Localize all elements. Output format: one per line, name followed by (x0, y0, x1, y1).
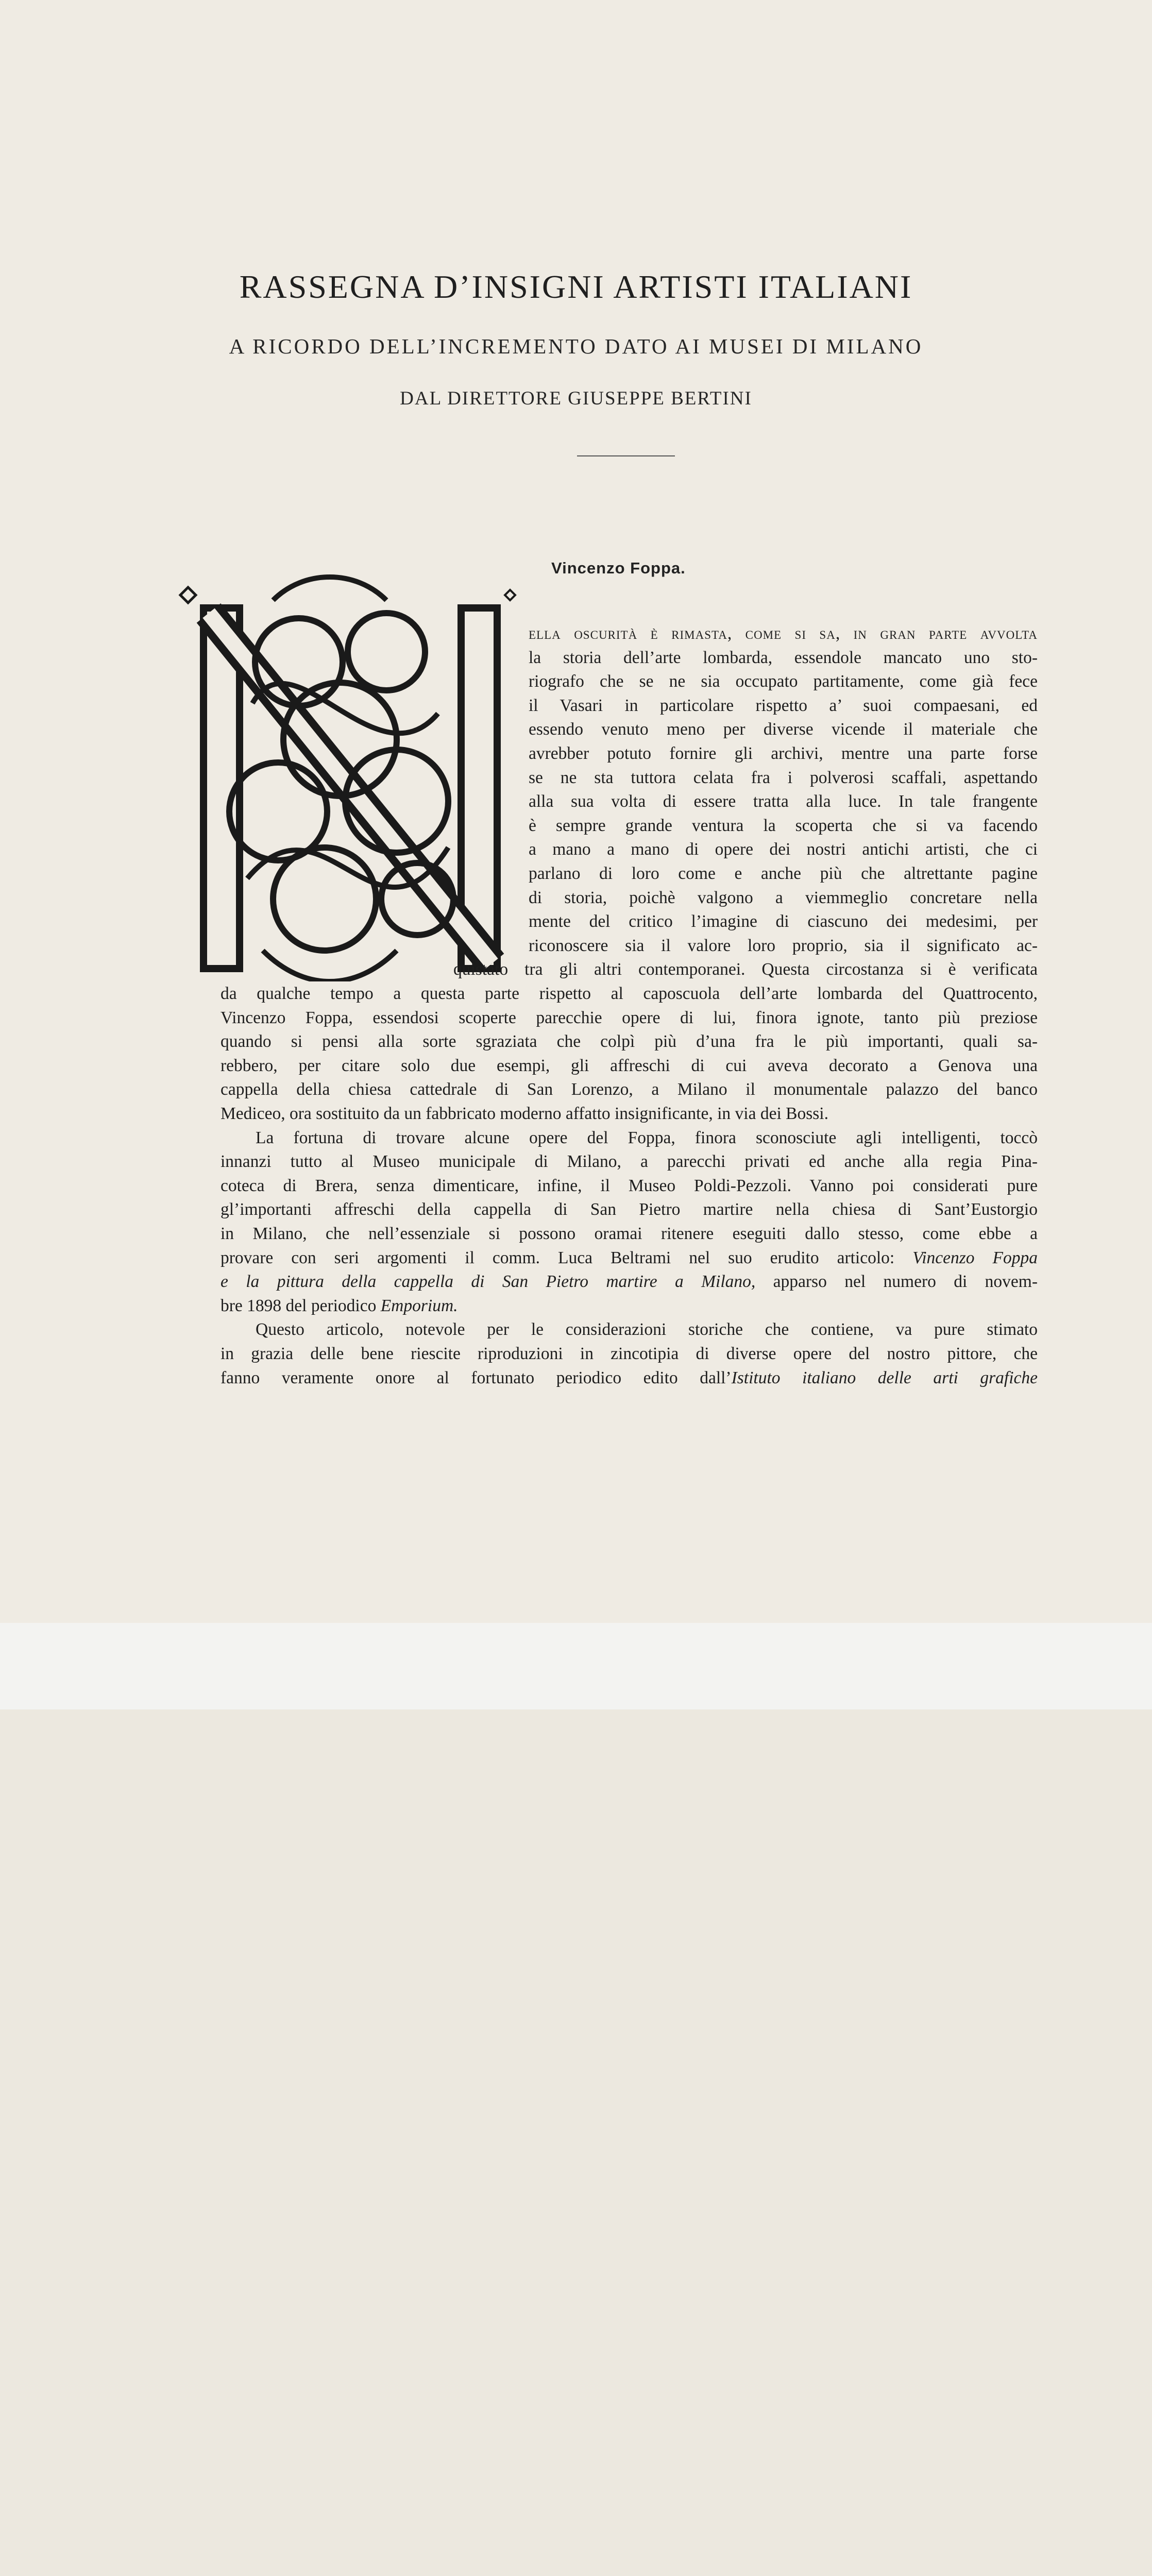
section-title: Vincenzo Foppa. (551, 559, 686, 577)
divider-rule (577, 455, 675, 456)
text-line: riografo che se ne sia occupato partitamente, come già fece (529, 672, 1038, 691)
text-line: rebbero, per citare solo due esempi, gli affreschi di cui aveva decorato a Genova una (221, 1056, 1038, 1075)
text-line: quando si pensi alla sorte sgraziata che colpì più d’una fra le più importanti, quali sa- (221, 1032, 1038, 1052)
text-line: se ne sta tuttora celata fra i polverosi scaffali, aspettando (529, 768, 1038, 787)
text-line: da qualche tempo a questa parte rispetto al caposcuola dell’arte lombarda del Quattrocento, (221, 984, 1038, 1003)
article-series-title: RASSEGNA D’INSIGNI ARTISTI ITALIANI (239, 268, 913, 305)
text-line: ella oscurità è rimasta, come si sa, in gran parte avvolta (529, 624, 1038, 643)
text-line: bre 1898 del periodico Emporium. (221, 1296, 458, 1315)
text-line: è sempre grande ventura la scoperta che si va facendo (529, 816, 1038, 835)
text-line: a mano a mano di opere dei nostri antichi artisti, che ci (529, 840, 1038, 859)
text-line: la storia dell’arte lombarda, essendole mancato uno sto- (529, 648, 1038, 667)
text-line: alla sua volta di essere tratta alla luce. In tale frangente (529, 792, 1038, 811)
text-under-initial (453, 958, 1038, 982)
text-line: Questo articolo, notevole per le considerazioni storiche che contiene, va pure stimato (256, 1320, 1038, 1340)
decorated-initial-n (170, 569, 531, 981)
body-text (221, 982, 1038, 1390)
text-line: e la pittura della cappella di San Pietro martire a Milano, apparso nel numero di novem- (221, 1272, 1038, 1292)
text-line: in grazia delle bene riescite riproduzioni in zincotipia di diverse opere del nostro pittore, che (221, 1344, 1038, 1363)
text-line: avrebber potuto fornire gli archivi, mentre una parte forse (529, 743, 1038, 763)
text-line: Mediceo, ora sostituito da un fabbricato moderno affatto insignificante, in via dei Bossi. (221, 1104, 828, 1123)
text-line: parlano di loro come e anche più che altrettante pagine (529, 863, 1038, 883)
digitization-footer (0, 1623, 1152, 1709)
text-line: innanzi tutto al Museo municipale di Milano, a parecchi privati ed anche alla regia Pina- (221, 1152, 1038, 1172)
text-line: gl’importanti affreschi della cappella di San Pietro martire nella chiesa di Sant’Eustorgio (221, 1200, 1038, 1219)
text-line: il Vasari in particolare rispetto a’ suoi compaesani, ed (529, 696, 1038, 715)
article-subtitle: A RICORDO DELL’INCREMENTO DATO AI MUSEI DI MILANO (229, 334, 923, 358)
text-line: cappella della chiesa cattedrale di San Lorenzo, a Milano il monumentale palazzo del banco (221, 1080, 1038, 1099)
text-line: coteca di Brera, senza dimenticare, infine, il Museo Poldi-Pezzoli. Vanno poi considerati pure (221, 1176, 1038, 1195)
text-line: quistato tra gli altri contemporanei. Questa circostanza si è verificata (453, 960, 1038, 979)
article-byline: DAL DIRETTORE GIUSEPPE BERTINI (400, 388, 752, 409)
text-line: in Milano, che nell’essenziale si possono oramai ritenere eseguiti dallo stesso, come ebbe a (221, 1224, 1038, 1243)
text-line: La fortuna di trovare alcune opere del Foppa, finora sconosciute agli intelligenti, toccò (256, 1128, 1038, 1147)
text-line: riconoscere sia il valore loro proprio, sia il significato ac- (529, 936, 1038, 955)
text-line: essendo venuto meno per diverse vicende il materiale che (529, 720, 1038, 739)
text-line: mente del critico l’imagine di ciascuno dei medesimi, per (529, 912, 1038, 931)
text-line: provare con seri argomenti il comm. Luca Beltrami nel suo erudito articolo: Vincenzo Foppa (221, 1248, 1038, 1267)
text-line: fanno veramente onore al fortunato periodico edito dall’Istituto italiano delle arti grafiche (221, 1368, 1038, 1387)
text-line: Vincenzo Foppa, essendosi scoperte parecchie opere di lui, finora ignote, tanto più preziose (221, 1008, 1038, 1027)
wrapped-text-block (529, 622, 1038, 958)
text-line: di storia, poichè valgono a viemmeglio concretare nella (529, 888, 1038, 907)
